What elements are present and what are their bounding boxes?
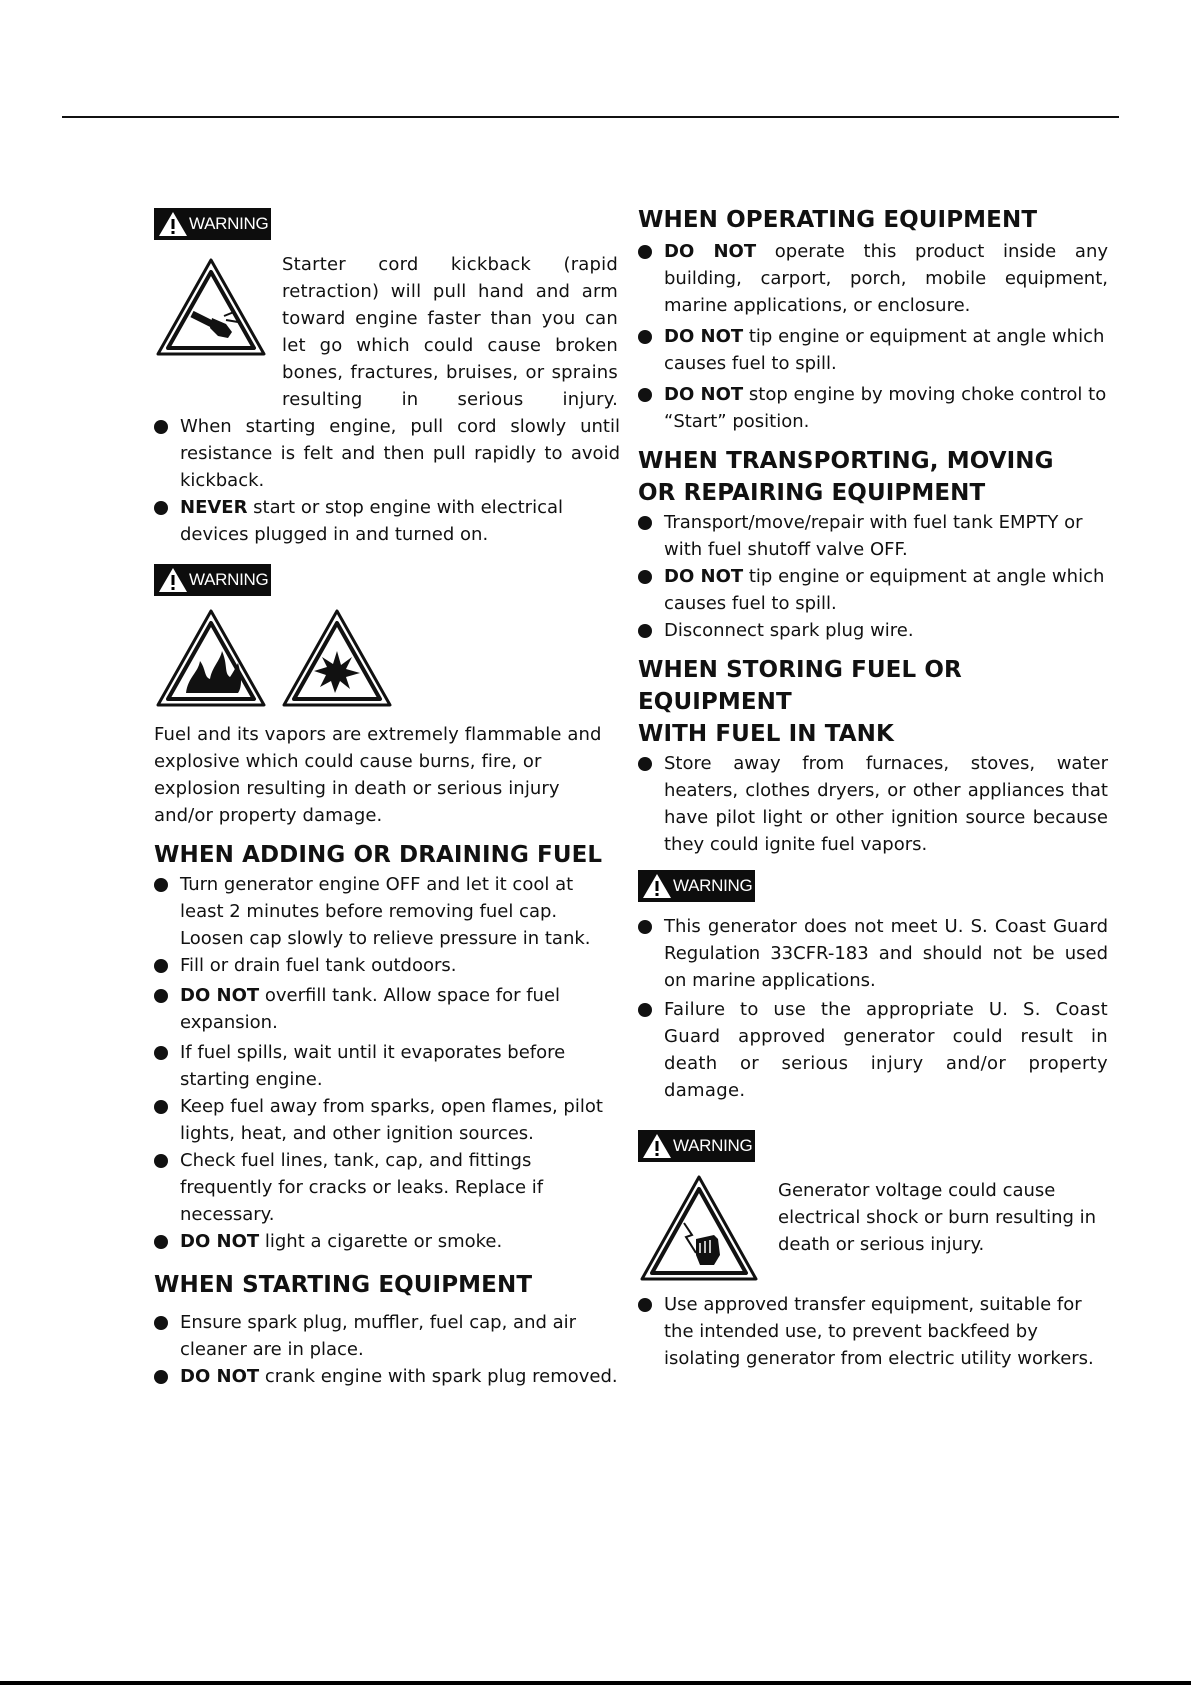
warning-badge (154, 564, 271, 596)
warning-label: WARNING (189, 214, 269, 233)
kickback-warning-text: Starter cord kickback (rapid retraction) will pull hand and arm toward engine faster than you can let go which could cause broken bones, fractures, bruises, or sprains resulting in serious injury. (282, 254, 618, 410)
warning-label: WARNING (189, 570, 269, 589)
kickback-hazard-icon (154, 256, 268, 360)
footer-rule (0, 1681, 1191, 1685)
header-rule (62, 116, 1119, 118)
starting-list (154, 1309, 620, 1390)
list-item: Disconnect spark plug wire. (638, 617, 1108, 644)
right-column (638, 204, 1108, 1372)
operating-list (638, 238, 1108, 435)
list-item: DO NOT light a cigarette or smoke. (154, 1228, 620, 1255)
warning-triangle-icon (642, 873, 672, 899)
storing-list (638, 750, 1108, 858)
kickback-block (154, 251, 620, 413)
list-item: Transport/move/repair with fuel tank EMPTY or with fuel shutoff valve OFF. (638, 509, 1108, 563)
left-column (154, 208, 620, 1390)
warning-label: WARNING (673, 1136, 753, 1155)
fire-explosion-icons (154, 607, 620, 711)
fuel-warning-text: Fuel and its vapors are extremely flammable and explosive which could cause burns, fire, or explosion resulting in death or serious injury and/or property damage. (154, 724, 602, 826)
list-item: Use approved transfer equipment, suitable for the intended use, to prevent backfeed by isolating generator from electric utility workers. (638, 1291, 1108, 1372)
storing-heading: WHEN STORING FUEL OR EQUIPMENT WITH FUEL IN TANK (638, 657, 962, 747)
warning-triangle-icon (642, 1133, 672, 1159)
warning-label: WARNING (673, 876, 753, 895)
adding-fuel-heading: WHEN ADDING OR DRAINING FUEL (154, 842, 603, 868)
list-item: DO NOT tip engine or equipment at angle which causes fuel to spill. (638, 563, 1108, 617)
list-item: Check fuel lines, tank, cap, and fittings frequently for cracks or leaks. Replace if necessary. (154, 1147, 620, 1228)
transport-list (638, 509, 1108, 644)
starting-heading: WHEN STARTING EQUIPMENT (154, 1272, 533, 1298)
warning-triangle-icon (158, 211, 188, 237)
list-item: Ensure spark plug, muffler, fuel cap, and air cleaner are in place. (154, 1309, 620, 1363)
explosion-hazard-icon (280, 607, 394, 711)
electric-shock-hazard-icon (638, 1173, 760, 1285)
list-item: If fuel spills, wait until it evaporates before starting engine. (154, 1039, 620, 1093)
warning-badge (638, 1130, 755, 1162)
list-item: DO NOT stop engine by moving choke control to “Start” position. (638, 381, 1108, 435)
kickback-list (154, 413, 620, 548)
warning-badge (638, 870, 755, 902)
list-item: DO NOT tip engine or equipment at angle which causes fuel to spill. (638, 323, 1108, 377)
adding-fuel-list (154, 871, 620, 1255)
fire-hazard-icon (154, 607, 268, 711)
list-item: When starting engine, pull cord slowly until resistance is felt and then pull rapidly to avoid kickback. (154, 413, 620, 494)
list-item: DO NOT crank engine with spark plug removed. (154, 1363, 620, 1390)
voltage-block (638, 1173, 1108, 1285)
list-item: Fill or drain fuel tank outdoors. (154, 952, 620, 979)
list-item: Turn generator engine OFF and let it cool at least 2 minutes before removing fuel cap. Loosen cap slowly to relieve pressure in tank. (154, 871, 620, 952)
list-item: Store away from furnaces, stoves, water heaters, clothes dryers, or other appliances that have pilot light or other ignition source because they could ignite fuel vapors. (638, 750, 1108, 858)
voltage-list (638, 1291, 1108, 1372)
voltage-warning-text: Generator voltage could cause electrical shock or burn resulting in death or serious injury. (778, 1180, 1097, 1255)
warning-badge (154, 208, 271, 240)
list-item: DO NOT overfill tank. Allow space for fuel expansion. (154, 982, 620, 1036)
warning-triangle-icon (158, 567, 188, 593)
transport-heading: WHEN TRANSPORTING, MOVING OR REPAIRING EQUIPMENT (638, 448, 1054, 506)
list-item: This generator does not meet U. S. Coast Guard Regulation 33CFR-183 and should not be used on marine applications. (638, 913, 1108, 994)
list-item: Failure to use the appropriate U. S. Coast Guard approved generator could result in death or serious injury and/or property damage. (638, 996, 1108, 1104)
list-item: DO NOT operate this product inside any building, carport, porch, mobile equipment, marine applications, or enclosure. (638, 238, 1108, 319)
coast-guard-list (638, 913, 1108, 1104)
operating-heading: WHEN OPERATING EQUIPMENT (638, 207, 1038, 233)
list-item: Keep fuel away from sparks, open flames, pilot lights, heat, and other ignition sources. (154, 1093, 620, 1147)
list-item: NEVER start or stop engine with electrical devices plugged in and turned on. (154, 494, 620, 548)
